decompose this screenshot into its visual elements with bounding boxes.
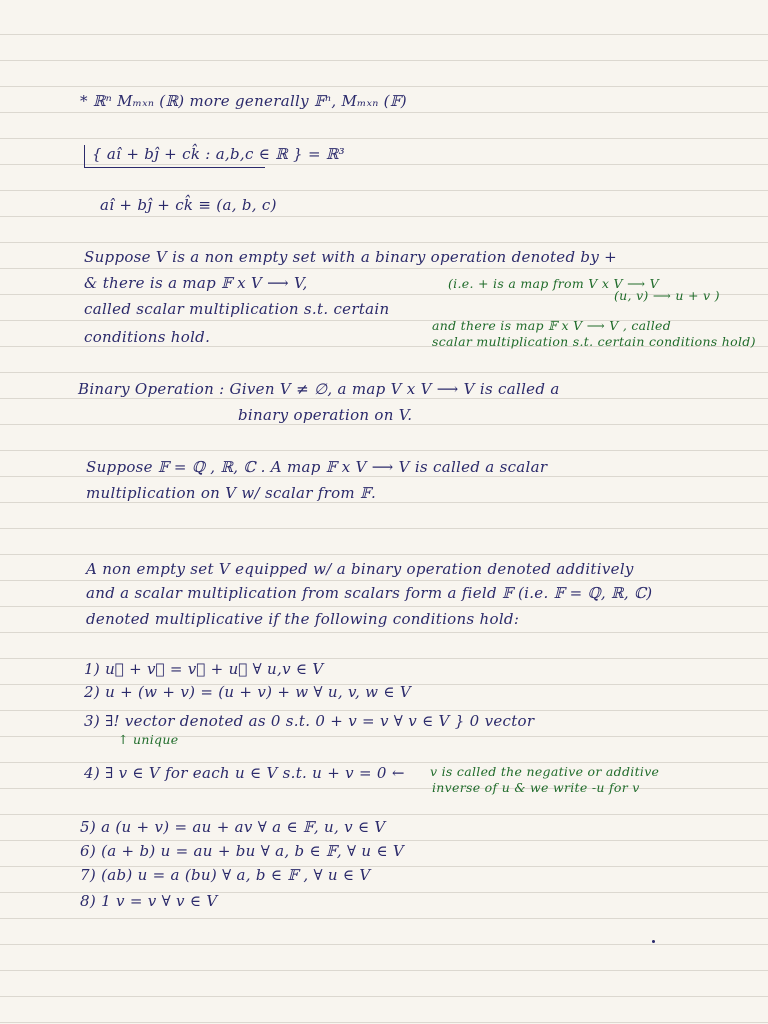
condition-1: 1) u⃗ + v⃗ = v⃗ + u⃗ ∀ u,v ∈ V	[84, 660, 324, 678]
green-unique: ↑ unique	[118, 732, 179, 747]
note-line-12: A non empty set V equipped w/ a binary operation denoted additively	[86, 560, 634, 578]
green-note-5: v is called the negative or additive	[430, 764, 660, 779]
green-note-4: scalar multiplication s.t. certain conditions hold)	[432, 334, 756, 349]
note-line-6: called scalar multiplication s.t. certain	[84, 300, 390, 318]
note-line-14: denoted multiplicative if the following conditions hold:	[86, 610, 520, 628]
stray-mark	[652, 940, 655, 943]
note-line-8: Binary Operation : Given V ≠ ∅, a map V x V ⟶ V is called a	[78, 380, 560, 398]
note-line-2: { aî + bĵ + ck̂ : a,b,c ∈ ℝ } = ℝ³	[92, 145, 345, 163]
note-line-7: conditions hold.	[84, 328, 211, 346]
green-note-6: inverse of u & we write -u for v	[432, 780, 640, 795]
note-line-13: and a scalar multiplication from scalars form a field 𝔽 (i.e. 𝔽 = ℚ, ℝ, ℂ)	[86, 584, 653, 602]
note-line-9: binary operation on V.	[238, 406, 413, 424]
green-note-3: and there is map 𝔽 x V ⟶ V , called	[432, 318, 672, 333]
note-line-4: Suppose V is a non empty set with a binary operation denoted by +	[84, 248, 618, 266]
note-line-10: Suppose 𝔽 = ℚ , ℝ, ℂ . A map 𝔽 x V ⟶ V is called a scalar	[86, 458, 548, 476]
note-line-1: * ℝⁿ Mₘₓₙ (ℝ) more generally 𝔽ⁿ, Mₘₓₙ (𝔽)	[80, 92, 407, 110]
note-line-5: & there is a map 𝔽 x V ⟶ V,	[84, 274, 308, 292]
note-line-11: multiplication on V w/ scalar from 𝔽.	[86, 484, 377, 502]
condition-7: 7) (ab) u = a (bu) ∀ a, b ∈ 𝔽 , ∀ u ∈ V	[80, 866, 371, 884]
green-note-2: (u, v) ⟶ u + v )	[614, 288, 720, 303]
condition-2: 2) u + (w + v) = (u + v) + w ∀ u, v, w ∈ V	[84, 683, 411, 701]
condition-3: 3) ∃! vector denoted as 0 s.t. 0 + v = v ∀ v ∈ V } 0 vector	[84, 712, 535, 730]
condition-4: 4) ∃ v ∈ V for each u ∈ V s.t. u + v = 0 ←	[84, 764, 405, 782]
condition-5: 5) a (u + v) = au + av ∀ a ∈ 𝔽, u, v ∈ V	[80, 818, 386, 836]
note-line-3: aî + bĵ + ck̂ ≡ (a, b, c)	[100, 196, 277, 214]
condition-6: 6) (a + b) u = au + bu ∀ a, b ∈ 𝔽, ∀ u ∈ V	[80, 842, 405, 860]
green-note-1: (i.e. + is a map from V x V ⟶ V	[448, 276, 659, 291]
condition-8: 8) 1 v = v ∀ v ∈ V	[80, 892, 218, 910]
